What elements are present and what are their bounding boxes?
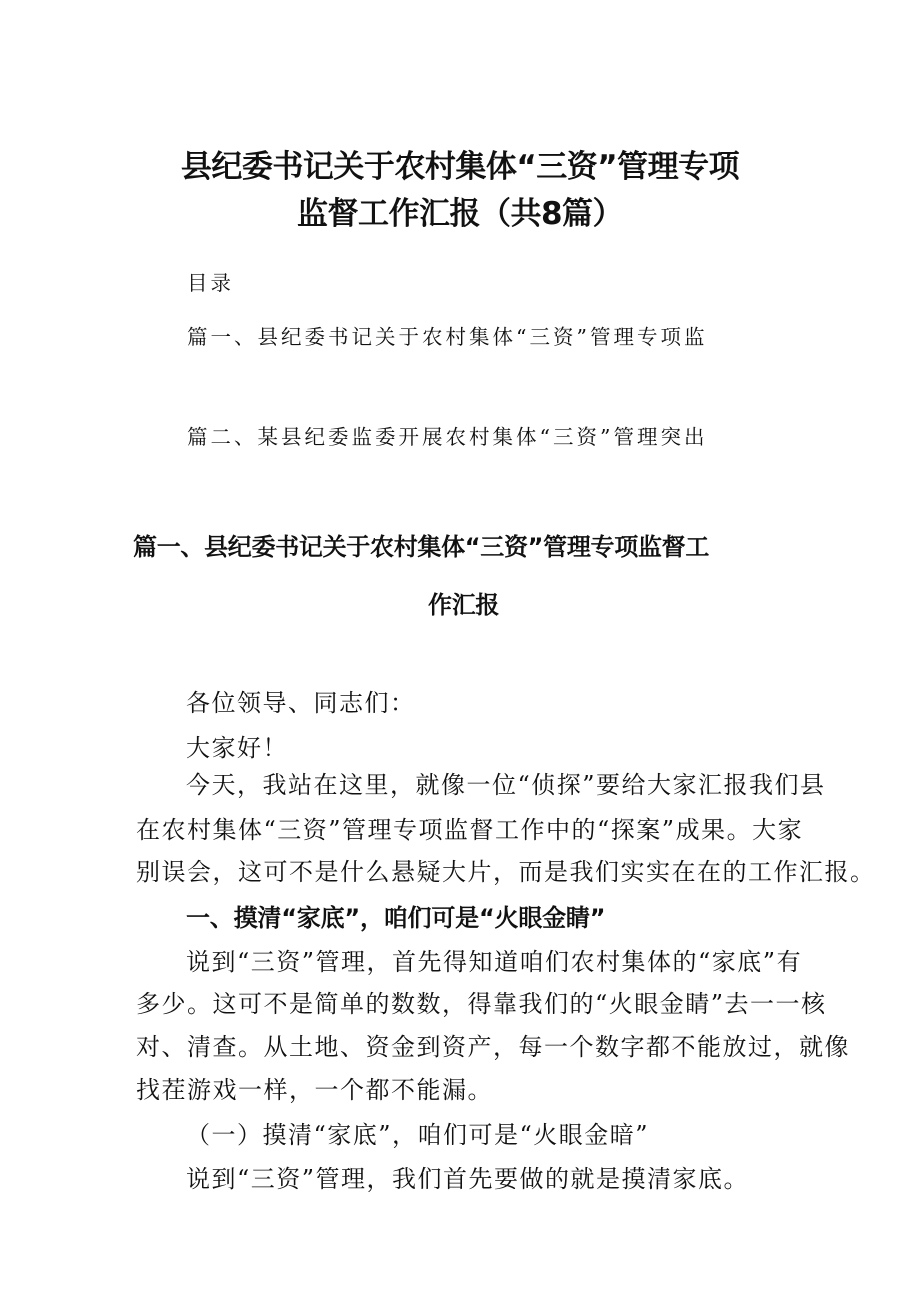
subsection-1-line-1: 说到“三资”管理，我们首先要做的就是摸清家底。 (186, 1165, 750, 1193)
section-1-line-4: 找茬游戏一样，一个都不能漏。 (136, 1076, 493, 1104)
greeting: 大家好！ (186, 734, 288, 762)
toc-item-1: 篇一、县纪委书记关于农村集体“三资”管理专项监 (187, 325, 708, 349)
intro-line-1: 今天，我站在这里，就像一位“侦探”要给大家汇报我们县 (186, 771, 826, 799)
article-heading-line2: 作汇报 (428, 591, 500, 619)
document-title-line1: 县纪委书记关于农村集体“三资”管理专项 (180, 149, 740, 185)
section-1-heading: 一、摸清“家底”，咱们可是“火眼金睛” (186, 904, 606, 932)
subsection-1-heading: （一）摸清“家底”，咱们可是“火眼金暗” (186, 1121, 650, 1149)
intro-line-3: 别误会，这可不是什么悬疑大片，而是我们实实在在的工作汇报。 (136, 858, 876, 886)
toc-item-2: 篇二、某县纪委监委开展农村集体“三资”管理突出 (187, 425, 708, 449)
toc-label: 目录 (187, 271, 234, 295)
section-1-line-1: 说到“三资”管理，首先得知道咱们农村集体的“家底”有 (186, 948, 803, 976)
intro-line-2: 在农村集体“三资”管理专项监督工作中的“探案”成果。大家 (136, 816, 804, 844)
section-1-line-2: 多少。这可不是简单的数数，得靠我们的“火眼金睛”去一一核 (136, 990, 827, 1018)
salutation: 各位领导、同志们： (186, 689, 416, 717)
section-1-line-3: 对、清查。从土地、资金到资产，每一个数字都不能放过，就像 (136, 1033, 850, 1061)
document-title-line2: 监督工作汇报（共8篇） (296, 196, 624, 232)
article-heading-line1: 篇一、县纪委书记关于农村集体“三资”管理专项监督工 (133, 533, 710, 561)
